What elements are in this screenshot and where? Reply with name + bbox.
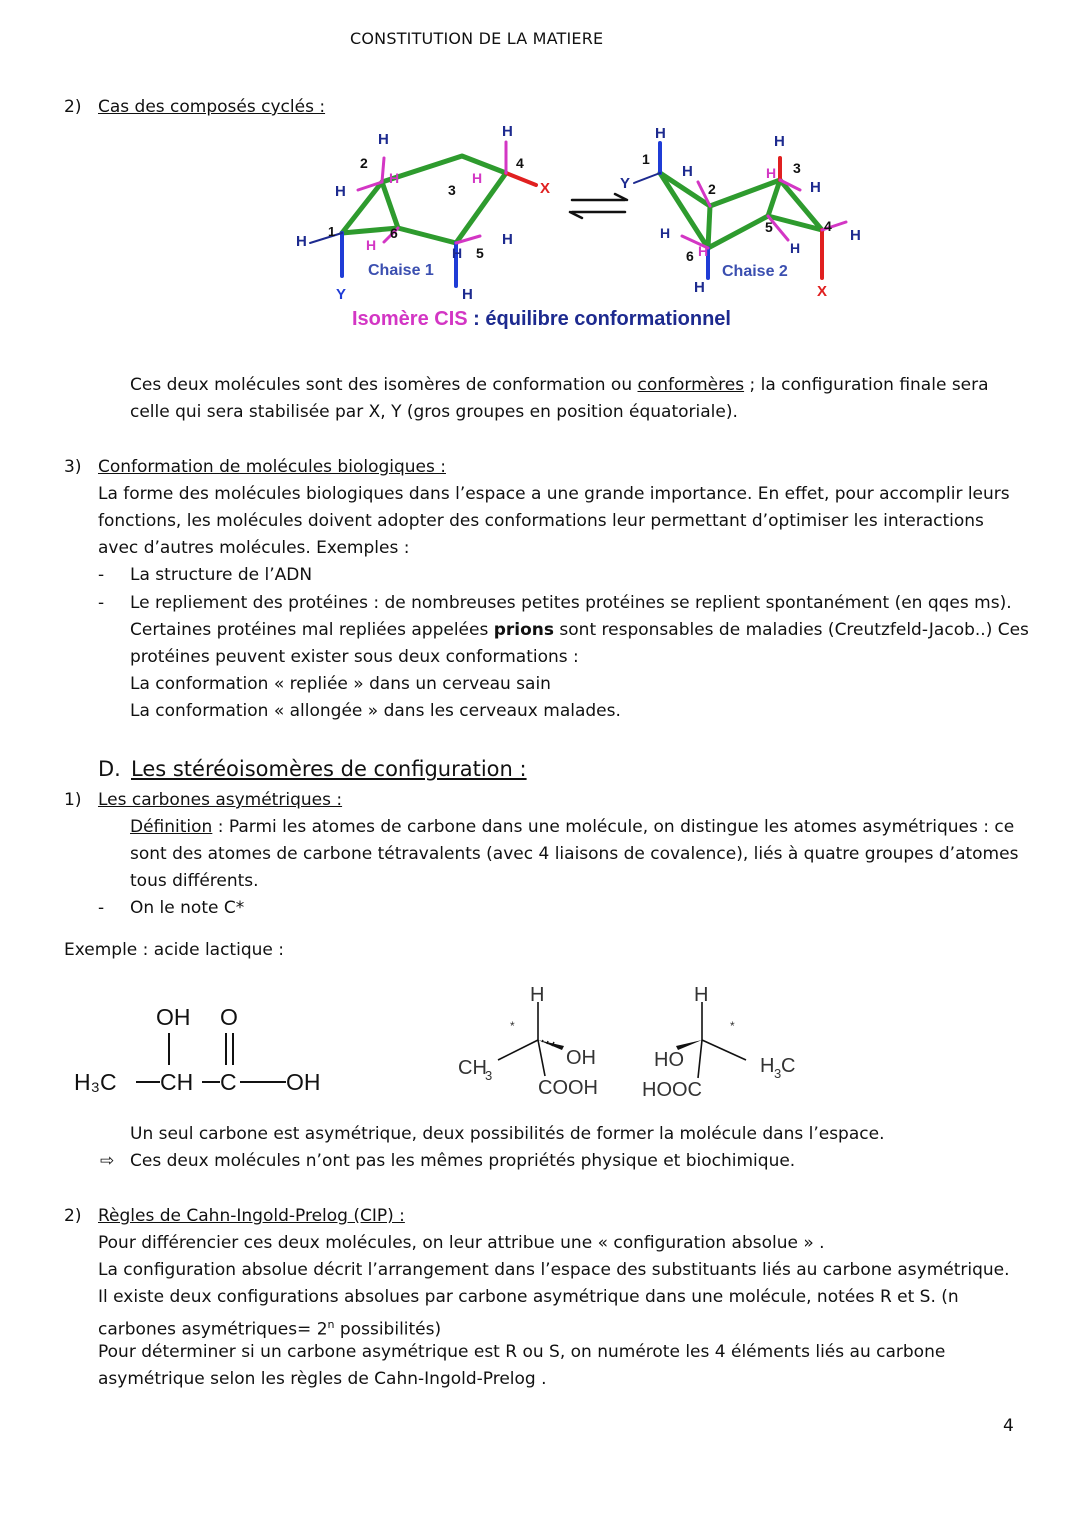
- svg-text:H: H: [766, 165, 777, 181]
- atom-c: C: [220, 1069, 237, 1095]
- svg-text:H: H: [698, 243, 709, 259]
- cip-line: Il existe deux configurations absolues par carbone asymétrique dans une molécule, notées R et S. (n: [98, 1287, 959, 1307]
- cip-line: La configuration absolue décrit l’arrangement dans l’espace des substituants liés au carbone asymétrique.: [98, 1260, 1010, 1280]
- bio-text-line: avec d’autres molécules. Exemples :: [98, 538, 410, 558]
- chair1-equatorial-x: [506, 173, 536, 185]
- svg-text:Y: Y: [620, 175, 631, 192]
- bullet-proteins-line4: La conformation « repliée » dans un cerveau sain: [130, 674, 551, 694]
- svg-text:C: C: [781, 1055, 796, 1077]
- svg-text:H: H: [682, 163, 693, 180]
- equilibrium-arrows: [570, 194, 627, 218]
- svg-text:H: H: [462, 286, 473, 303]
- svg-text:X: X: [817, 283, 828, 300]
- svg-text:H: H: [850, 227, 861, 244]
- subheading-asymmetric: Les carbones asymétriques :: [98, 790, 343, 810]
- example-label: Exemple : acide lactique :: [64, 940, 284, 960]
- section-letter: D.: [98, 757, 121, 781]
- carbon-number: 2: [360, 155, 368, 171]
- atom-h: H: [530, 984, 545, 1006]
- chair-conformation-figure: [280, 118, 880, 338]
- section-number: 2): [64, 1206, 82, 1226]
- svg-text:H: H: [810, 179, 821, 196]
- section-heading-stereo: Les stéréoisomères de configuration :: [131, 757, 527, 781]
- svg-text:H: H: [660, 225, 671, 241]
- cip-line-power: carbones asymétriques= $2^n$ possibilités): [98, 1318, 442, 1340]
- subheading-cip: Règles de Cahn-Ingold-Prelog (CIP) :: [98, 1206, 405, 1226]
- svg-text:H: H: [452, 245, 463, 261]
- section-number: 3): [64, 457, 82, 477]
- svg-text:3: 3: [774, 1066, 782, 1081]
- atom-hooc: HOOC: [642, 1079, 702, 1100]
- svg-text:5: 5: [765, 219, 773, 235]
- section-heading-cyclic: Cas des composés cyclés :: [98, 97, 326, 117]
- atom-oh: OH: [566, 1047, 596, 1069]
- svg-text:H: H: [502, 123, 513, 140]
- term-conformeres: conformères: [637, 375, 745, 395]
- bio-text-line: fonctions, les molécules doivent adopter des conformations leur permettant d’optimiser les interactions: [98, 511, 984, 531]
- page-number: 4: [1003, 1416, 1014, 1436]
- atom-h3c-right: H: [760, 1055, 775, 1077]
- section-number: 2): [64, 97, 82, 117]
- cip-line: Pour déterminer si un carbone asymétrique est R ou S, on numérote les 4 éléments liés au carbone: [98, 1342, 946, 1362]
- properties-line: Ces deux molécules n’ont pas les mêmes propriétés physique et biochimique.: [130, 1151, 796, 1171]
- svg-text:6: 6: [390, 225, 398, 241]
- caption-rest: : équilibre conformationnel: [467, 308, 731, 330]
- section-heading-bio: Conformation de molécules biologiques :: [98, 457, 446, 477]
- definition-line1: Définition : Parmi les atomes de carbone dans une molécule, on distingue les atomes asymétriques : ce: [130, 817, 1015, 837]
- chair2-label: Chaise 2: [722, 263, 788, 280]
- paragraph-conformers-line2: celle qui sera stabilisée par X, Y (gros groupes en position équatoriale).: [130, 402, 738, 422]
- definition-line3: tous différents.: [130, 871, 259, 891]
- enantiomer-left: [450, 980, 620, 1100]
- svg-text:3: 3: [448, 182, 456, 198]
- chair1-label: Chaise 1: [368, 262, 434, 279]
- note-c-star: On le note C*: [130, 898, 245, 918]
- svg-text:4: 4: [824, 218, 832, 234]
- term-prions: prions: [493, 620, 555, 640]
- atom-oh-top: OH: [156, 1004, 191, 1030]
- bullet-proteins-line2: Certaines protéines mal repliées appelées prions sont responsables de maladies (Creutzfeld-Jacob..) Ces: [130, 620, 1029, 640]
- svg-text:5: 5: [476, 245, 484, 261]
- svg-text:H: H: [774, 133, 785, 150]
- svg-text:H: H: [694, 279, 705, 296]
- bullet-proteins-line3: protéines peuvent exister sous deux conformations :: [130, 647, 579, 667]
- chiral-star: *: [730, 1019, 735, 1033]
- atom-cooh: COOH: [538, 1077, 598, 1099]
- bullet-dash: -: [98, 593, 105, 613]
- caption-cis: Isomère CIS: [352, 308, 468, 330]
- chiral-star: *: [510, 1019, 515, 1033]
- svg-text:1: 1: [328, 224, 336, 239]
- svg-text:H: H: [366, 237, 377, 253]
- atom-h: H: [694, 984, 709, 1006]
- svg-text:H: H: [335, 183, 346, 200]
- single-carbon-line: Un seul carbone est asymétrique, deux possibilités de former la molécule dans l’espace.: [130, 1124, 885, 1144]
- page-header-title: CONSTITUTION DE LA MATIERE: [350, 29, 604, 48]
- svg-text:H: H: [296, 233, 307, 250]
- figure-caption: [352, 308, 731, 331]
- bio-text-line: La forme des molécules biologiques dans l’espace a une grande importance. En effet, pour accomplir leurs: [98, 484, 1010, 504]
- svg-text:H: H: [472, 170, 483, 186]
- atom-ho: HO: [654, 1049, 684, 1071]
- svg-text:H: H: [389, 170, 400, 186]
- definition-line2: sont des atomes de carbone tétravalents (avec 4 liaisons de covalence), liés à quatre groupes d’atomes: [130, 844, 1019, 864]
- svg-text:3: 3: [485, 1068, 493, 1083]
- paragraph-conformers: Ces deux molécules sont des isomères de conformation ou conformères ; la configuration finale sera: [130, 375, 989, 395]
- svg-text:6: 6: [686, 248, 694, 264]
- cip-line: asymétrique selon les règles de Cahn-Ingold-Prelog .: [98, 1369, 547, 1389]
- arrow-icon: ⇨: [100, 1151, 115, 1171]
- svg-text:1: 1: [642, 151, 650, 167]
- section-number: 1): [64, 790, 82, 810]
- atom-h3c: H₃C: [74, 1069, 117, 1095]
- bullet-adn: La structure de l’ADN: [130, 565, 313, 585]
- substituent-y: Y: [336, 286, 347, 303]
- bullet-dash: -: [98, 565, 105, 585]
- svg-text:H: H: [790, 240, 801, 256]
- lactic-acid-formula: [60, 995, 360, 1105]
- definition-label: Définition: [130, 817, 213, 837]
- atom-oh-end: OH: [286, 1069, 321, 1095]
- svg-text:3: 3: [793, 160, 801, 176]
- enantiomer-right: [636, 980, 816, 1100]
- atom-o-top: O: [220, 1004, 238, 1030]
- bullet-proteins-line5: La conformation « allongée » dans les cerveaux malades.: [130, 701, 621, 721]
- svg-text:H: H: [655, 125, 666, 142]
- atom-ch: CH: [160, 1069, 194, 1095]
- svg-text:2: 2: [708, 181, 716, 197]
- cip-line: Pour différencier ces deux molécules, on leur attribue une « configuration absolue » .: [98, 1233, 825, 1253]
- bullet-proteins: Le repliement des protéines : de nombreuses petites protéines se replient spontanément (en qqes ms).: [130, 593, 1012, 613]
- svg-text:4: 4: [516, 155, 524, 171]
- substituent-x: X: [540, 180, 551, 197]
- atom-ch3: CH: [458, 1057, 487, 1079]
- atom-label: H: [378, 131, 389, 148]
- bullet-dash: -: [98, 898, 105, 918]
- svg-text:H: H: [502, 231, 513, 248]
